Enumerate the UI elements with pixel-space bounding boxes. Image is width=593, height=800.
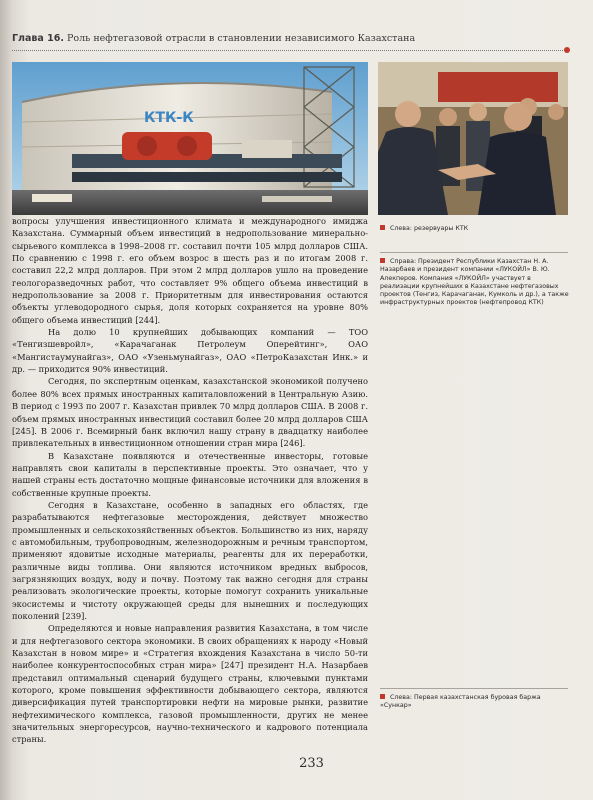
caption-marker: [380, 694, 385, 699]
caption-marker: [380, 225, 385, 230]
caption-rule: [380, 252, 568, 253]
paragraph: Сегодня, по экспертным оценкам, казахстанской экономикой получено более 80% всех прямых иностранных капиталовложений в Центральную Азию. В период с 1993 по 2007 г. Казахстан привлек 70 млрд долларов США. В 2008 г. объем прямых иностранных инвестиций составил более 20 млрд долларов США [245]. В 2006 г. Всемирный банк включил нашу страну в двадцатку наиболее привлекательных в инвестиционном отношении стран мира [246].: [12, 376, 368, 449]
header-dot: [564, 47, 570, 53]
main-text-column: [12, 215, 368, 746]
caption-text: Слева: резервуары КТК: [390, 225, 469, 232]
caption-text: Слева: Первая казахстанская буровая баржа «Сункар»: [380, 694, 541, 710]
tank-sign-text: КТК-К: [144, 110, 194, 126]
photo-handshake: [378, 62, 568, 215]
paragraph: На долю 10 крупнейших добывающих компаний — ТОО «Тенгизшевройл», «Карачаганак Петролеум Оперейтинг», ОАО «Мангистаумунайгаз», ОАО «Узеньмунайгаз», ОАО «ПетроКазахстан Инк.» и др. — приходится 90% инвестиций.: [12, 327, 368, 375]
photo-storage-tanks: [12, 62, 368, 215]
running-header: [12, 33, 572, 44]
paragraph: вопросы улучшения инвестиционного климата и международного имиджа Казахстана. Суммарный объем инвестиций в недропользование минерально-сырьевого комплекса в 1998–2008 гг. составил почти 105 млрд долларов США. По сравнению с 1998 г. его объем возрос в шесть раз и по итогам 2008 г. составил 22,2 млрд долларов. При этом 2 млрд долларов ушло на проведение геологоразведочных работ, что составляет 9% общего объема инвестиций в недропользование за 2008 г. Приоритетным для инвестирования остаются объекты углеводородного сырья, доля которых сохраняется на уровне 80% общего объема инвестиций [244].: [12, 216, 368, 325]
storage-tank-illustration: [12, 62, 368, 215]
caption-text: Справа: Президент Республики Казахстан Н. А. Назарбаев и президент компании «ЛУКОЙЛ» В. Ю. Алекперов. Компания «ЛУКОЙЛ» участвует в реализации крупнейших в Казахстане нефтегазовых проектов (Тенгиз, Карачаганак, Кумколь и др.), а также инфраструктурных проектов (нефтепровод КТК): [380, 258, 569, 307]
caption-rule: [380, 688, 568, 689]
caption-left-photo: [380, 225, 570, 233]
caption-marker: [380, 258, 385, 263]
header-rule: [12, 50, 567, 51]
caption-bottom: [380, 688, 570, 711]
handshake-illustration: [378, 62, 568, 215]
page-number: 233: [299, 756, 324, 771]
chapter-label: Глава 16.: [12, 33, 64, 44]
chapter-title: Роль нефтегазовой отрасли в становлении независимого Казахстана: [67, 33, 416, 44]
paragraph: Сегодня в Казахстане, особенно в западных его областях, где разрабатываются нефтегазовые месторождения, действует множество промышленных и сельскохозяйственных объектов. Большинство из них, наряду с автомобильным, трубопроводным, железнодорожным и речным транспортом, применяют ядовитые исходные материалы, реагенты для их переработки, различные виды топлива. Они являются источником вредных выбросов, загрязняющих воздух, воду и почву. Поэтому так важно сегодня для страны реализовать экологические проекты, которые помогут сохранить уникальные экосистемы и чистоту окружающей среды для нынешних и последующих поколений [239].: [12, 499, 368, 621]
paragraph: В Казахстане появляются и отечественные инвесторы, готовые направлять свои капиталы в перспективные проекты. Это означает, что у нашей страны есть достаточно мощные финансовые источники для вложения в собственные крупные проекты.: [12, 450, 368, 498]
caption-right-photo: [380, 252, 570, 308]
paragraph: Определяются и новые направления развития Казахстана, в том числе и для нефтегазового сектора экономики. В своих обращениях к народу «Новый Казахстан в новом мире» и «Стратегия вхождения Казахстана в число 50-ти наиболее конкурентоспособных стран мира» [247] президент Н.А. Назарбаев представил оптимальный сценарий будущего страны, ключевыми пунктами которого, кроме повышения эффективности добывающего сектора, являются диверсификация путей транспортировки нефти на мировые рынки, развитие нефтехимического комплекса, газовой промышленности, других не менее значительных энергоресурсов, научно-технического и кадрового потенциала страны.: [12, 623, 368, 745]
